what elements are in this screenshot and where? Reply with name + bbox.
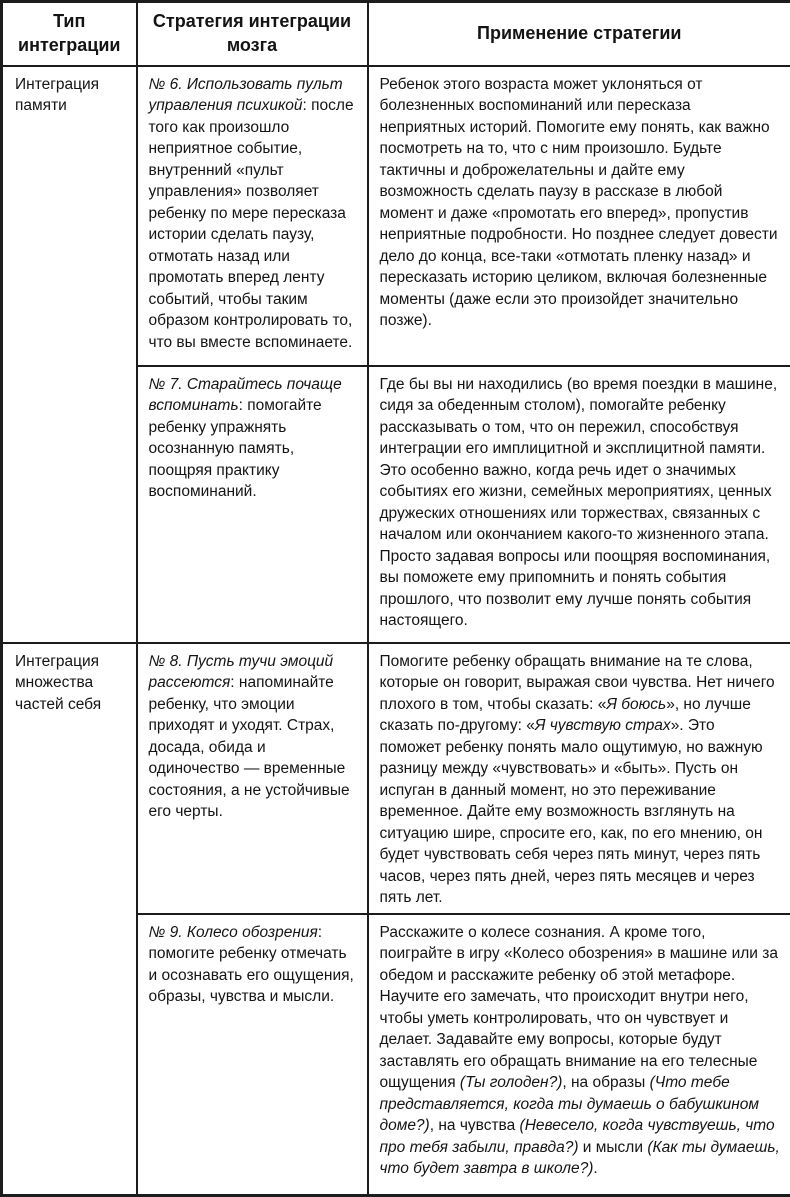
header-row <box>2 2 790 66</box>
strategy-9-title: № 9. Колесо обозрения <box>149 924 318 941</box>
application-cell-6 <box>368 66 790 366</box>
strategy-8-title: № 8. Пусть тучи эмоций рассеются <box>149 653 334 692</box>
header-cell-strategy: Стратегия интеграции мозга <box>137 2 368 66</box>
strategy-cell-7 <box>137 366 368 643</box>
strategy-cell-9 <box>137 914 368 1196</box>
application-9-question-feelings: (Невесело, когда чувствуешь, что про тебя забыли, правда?) <box>380 1117 775 1156</box>
header-cell-integration-type: Тип интеграции <box>2 2 137 66</box>
strategy-7-text: : помогайте ребенку упражнять осознанную память, поощряя практику воспоминаний. <box>149 397 322 500</box>
type-cell-memory-integration: Интеграция памяти <box>2 66 137 643</box>
application-8-quote-2: Я чувствую страх <box>535 717 671 734</box>
application-7-text: Где бы вы ни находились (во время поездки в машине, сидя за обеденным столом), помогайте ребенку рассказывать о том, что он пережил, способствуя интеграции его имплицитной и эксплицитной памяти. Это особенно важно, когда речь идет о значимых событиях его жизни, семейных мероприятиях, ценных дружеских отношениях или торжествах, связанных с началом или окончанием какого-то жизненного этапа. Просто задавая вопросы или поощряя воспоминания, вы поможете ему припомнить и понять события прошлого, что позволит ему лучше понять события настоящего. <box>380 376 778 630</box>
application-9-text-5: . <box>593 1160 597 1177</box>
application-9-text-2: , на образы <box>562 1074 649 1091</box>
strategy-cell-6 <box>137 66 368 366</box>
strategy-6-text: : после того как произошло неприятное событие, внутренний «пульт управления» позволяет ребенку по мере пересказа истории сделать паузу, отмотать назад или промотать вперед ленту событий, чтобы таким образом контролировать то, что вы вместе вспоминаете. <box>149 97 354 351</box>
application-9-text-1: Расскажите о колесе сознания. А кроме того, поиграйте в игру «Колесо обозрения» в машине или за обедом и расскажите ребенку об этой метафоре. Научите его замечать, что происходит внутри него, чтобы уметь контролировать, что он чувствует и делает. Задавайте ему вопросы, которые будут заставлять его обращать внимание на его телесные ощущения <box>380 924 779 1092</box>
application-9-text-3: , на чувства <box>430 1117 520 1134</box>
application-9-question-images: (Что тебе представляется, когда ты думаешь о бабушкином доме?) <box>380 1074 760 1134</box>
application-9-question-body: (Ты голоден?) <box>460 1074 562 1091</box>
strategy-6-title: № 6. Использовать пульт управления психикой <box>149 76 343 115</box>
strategy-9-text: : помогите ребенку отмечать и осознавать его ощущения, образы, чувства и мысли. <box>149 924 354 1006</box>
application-8-text-1: Помогите ребенку обращать внимание на те слова, которые он говорит, выражая свои чувства. Нет ничего плохого в том, чтобы сказать: « <box>380 653 775 713</box>
table-row-strategy-8 <box>2 643 790 914</box>
header-cell-application: Применение стратегии <box>368 2 790 66</box>
application-8-text-2: », но лучше сказать по-другому: « <box>380 696 751 735</box>
application-cell-7 <box>368 366 790 643</box>
application-cell-8 <box>368 643 790 914</box>
table-row-strategy-6 <box>2 66 790 366</box>
strategy-cell-8 <box>137 643 368 914</box>
application-6-text: Ребенок этого возраста может уклоняться от болезненных воспоминаний или пересказа неприятных историй. Помогите ему понять, как важно посмотреть на то, что с ним произошло. Будьте тактичны и доброжелательны и дайте ему возможность сделать паузу в рассказе в любой момент и даже «промотать его вперед», пропустив неприятные подробности. Но позднее следует довести дело до конца, все-таки «отмотать пленку назад» и пересказать историю целиком, включая болезненные моменты (даже если это произойдет значительно позже). <box>380 76 778 330</box>
application-cell-9 <box>368 914 790 1196</box>
strategy-8-text: : напоминайте ребенку, что эмоции приходят и уходят. Страх, досада, обида и одиночество — временные состояния, а не устойчивые его черты. <box>149 674 350 820</box>
type-cell-self-parts-integration: Интеграция множества частей себя <box>2 643 137 1196</box>
application-9-text-4: и мысли <box>578 1139 647 1156</box>
application-8-text-3: ». Это поможет ребенку понять мало ощутимую, но важную разницу между «чувствовать» и «быть». Пусть он испуган в данный момент, но это переживание временное. Дайте ему возможность взглянуть на ситуацию шире, спросите его, как, по его мнению, он будет чувствовать себя через пять минут, через пять часов, через пять дней, через пять месяцев и через пять лет. <box>380 717 763 906</box>
application-8-quote-1: Я боюсь <box>606 696 666 713</box>
application-9-question-thoughts: (Как ты думаешь, что будет завтра в школе?) <box>380 1139 780 1178</box>
strategy-7-title: № 7. Старайтесь почаще вспоминать <box>149 376 342 415</box>
